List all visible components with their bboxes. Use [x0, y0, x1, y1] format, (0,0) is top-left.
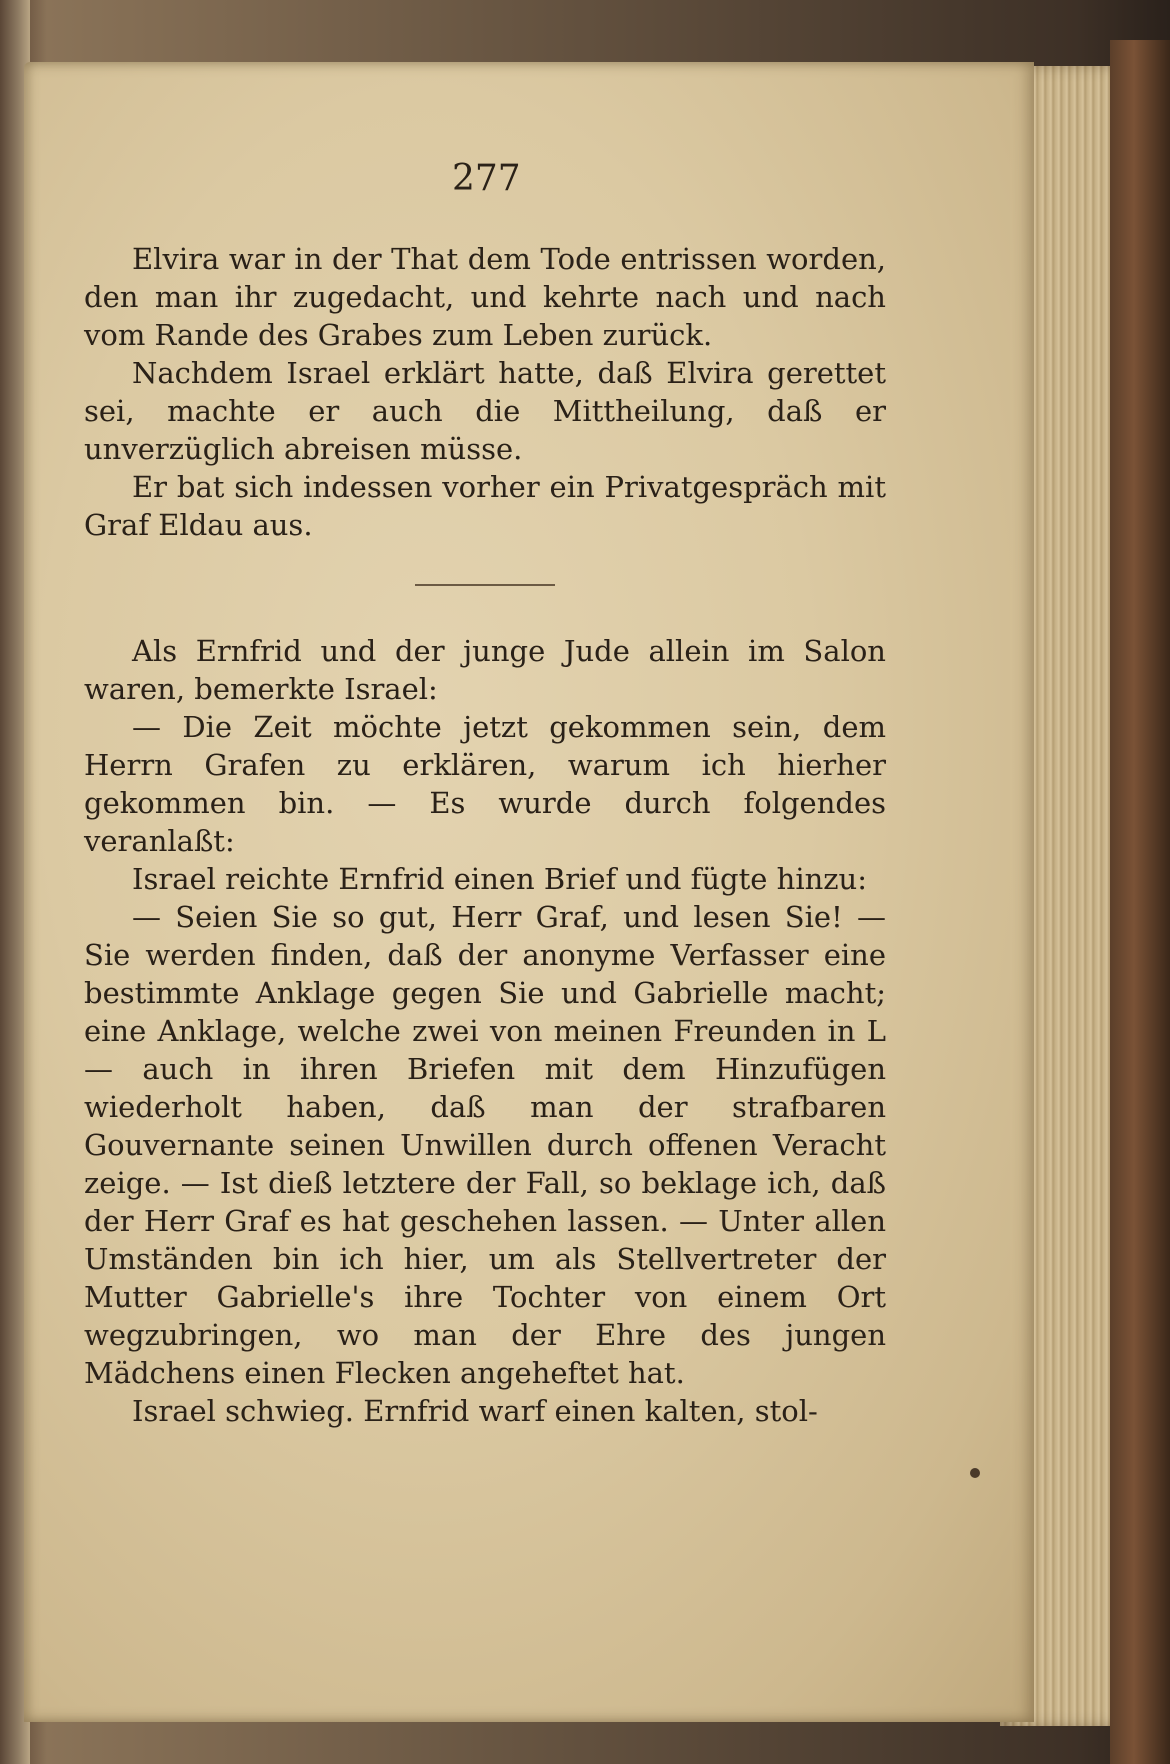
paragraph: Er bat sich indessen vorher ein Privatgespräch mit Graf Eldau aus.: [84, 470, 886, 542]
paragraph: Israel schwieg. Ernfrid warf einen kalten, stol-: [132, 1394, 818, 1428]
paragraph: — Die Zeit möchte jetzt gekommen sein, dem Herrn Grafen zu erklären, warum ich hierher gekommen bin. — Es wurde durch folgendes veranlaßt:: [84, 710, 886, 858]
ink-spot: [970, 1468, 980, 1478]
paragraph: Nachdem Israel erklärt hatte, daß Elvira gerettet sei, machte er auch die Mittheilung, daß er unverzüglich abreisen müsse.: [84, 356, 886, 466]
body-text: [84, 240, 886, 1430]
paragraph: Israel reichte Ernfrid einen Brief und fügte hinzu:: [132, 862, 867, 896]
paragraph: Elvira war in der That dem Tode entrissen worden, den man ihr zugedacht, und kehrte nach und nach vom Rande des Grabes zum Leben zurück.: [84, 242, 886, 352]
page-number: 277: [452, 158, 521, 199]
book-cover-edge: [1110, 40, 1170, 1764]
paragraph: Als Ernfrid und der junge Jude allein im Salon waren, bemerkte Israel:: [84, 634, 886, 706]
section-divider: [415, 584, 555, 586]
paragraph: — Seien Sie so gut, Herr Graf, und lesen Sie! — Sie werden finden, daß der anonyme Verfasser eine bestimmte Anklage gegen Sie und Gabrielle macht; eine Anklage, welche zwei von meinen Freunden in L— auch in ihren Briefen mit dem Hinzufügen wiederholt haben, daß man der strafbaren Gouvernante seinen Unwillen durch offenen Veracht zeige. — Ist dieß letztere der Fall, so beklage ich, daß der Herr Graf es hat geschehen lassen. — Unter allen Umständen bin ich hier, um als Stellvertreter der Mutter Gabrielle's ihre Tochter von einem Ort wegzubringen, wo man der Ehre des jungen Mädchens einen Flecken angeheftet hat.: [84, 900, 886, 1390]
